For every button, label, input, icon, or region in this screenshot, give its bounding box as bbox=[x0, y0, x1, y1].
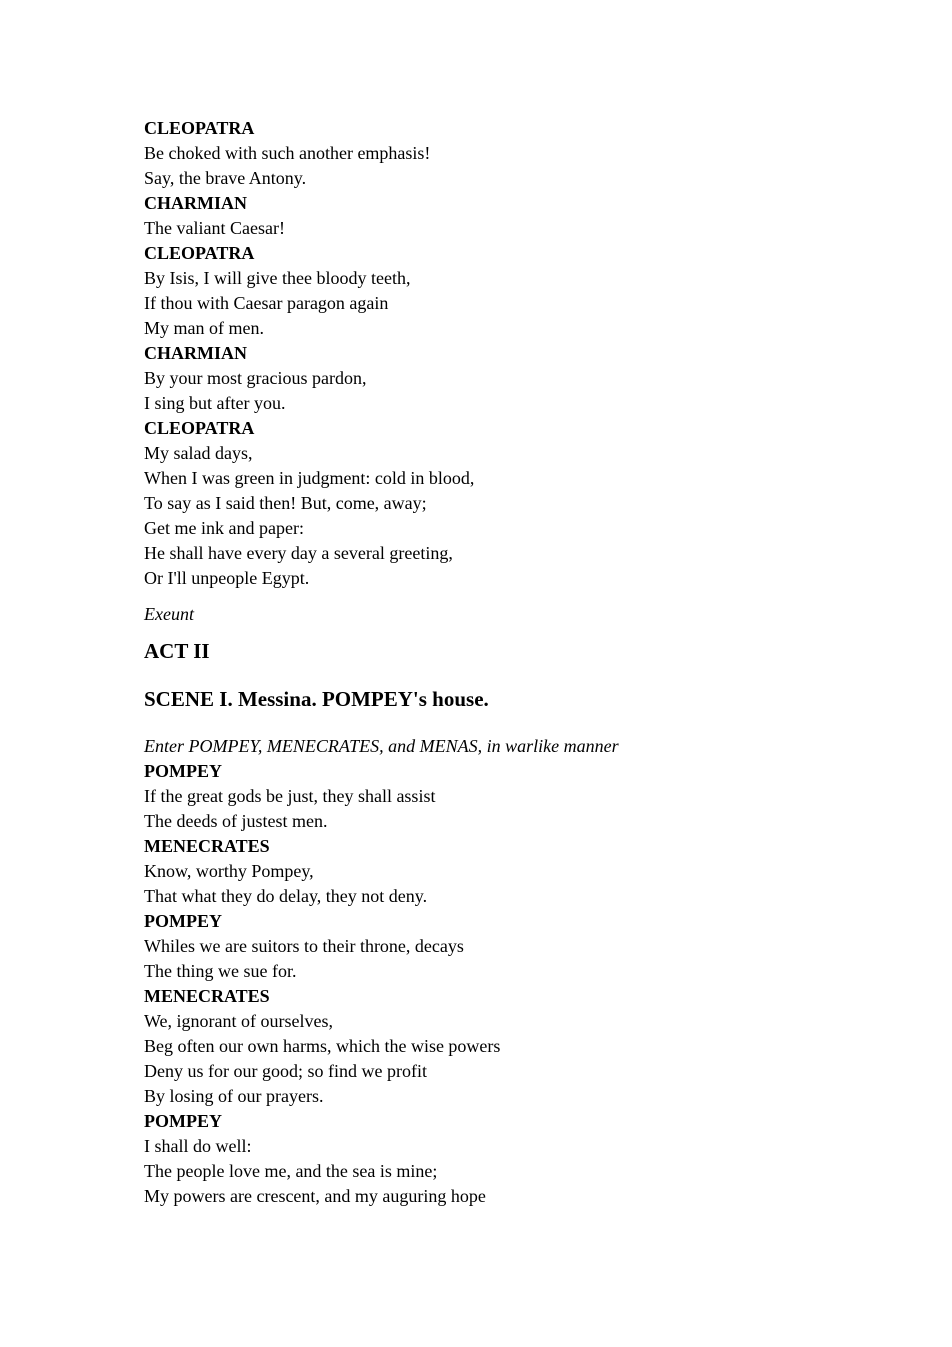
verse-line: Whiles we are suitors to their throne, decays bbox=[144, 936, 464, 956]
verse-line: Deny us for our good; so find we profit bbox=[144, 1061, 427, 1081]
verse-line: We, ignorant of ourselves, bbox=[144, 1011, 333, 1031]
verse-line: The people love me, and the sea is mine; bbox=[144, 1161, 438, 1181]
verse-line: Be choked with such another emphasis! bbox=[144, 143, 431, 163]
verse-line: Or I'll unpeople Egypt. bbox=[144, 568, 310, 588]
verse-line: I shall do well: bbox=[144, 1136, 252, 1156]
verse-line: The thing we sue for. bbox=[144, 961, 297, 981]
verse-line: By your most gracious pardon, bbox=[144, 368, 367, 388]
verse-line: My salad days, bbox=[144, 443, 253, 463]
verse-line: When I was green in judgment: cold in blood, bbox=[144, 468, 475, 488]
speaker-name: MENECRATES bbox=[144, 986, 270, 1006]
verse-line: I sing but after you. bbox=[144, 393, 286, 413]
speaker-name: CLEOPATRA bbox=[144, 418, 255, 438]
verse-line: By Isis, I will give thee bloody teeth, bbox=[144, 268, 411, 288]
speaker-name: CHARMIAN bbox=[144, 343, 247, 363]
verse-line: The deeds of justest men. bbox=[144, 811, 328, 831]
verse-line: Get me ink and paper: bbox=[144, 518, 304, 538]
speaker-name: POMPEY bbox=[144, 911, 222, 931]
verse-line: Know, worthy Pompey, bbox=[144, 861, 314, 881]
speaker-name: CHARMIAN bbox=[144, 193, 247, 213]
speaker-name: MENECRATES bbox=[144, 836, 270, 856]
speaker-name: POMPEY bbox=[144, 1111, 222, 1131]
dialogue-block-act2 bbox=[144, 759, 904, 1209]
verse-line: My powers are crescent, and my auguring hope bbox=[144, 1186, 486, 1206]
verse-line: My man of men. bbox=[144, 318, 264, 338]
verse-line: If the great gods be just, they shall assist bbox=[144, 786, 436, 806]
verse-line: Say, the brave Antony. bbox=[144, 168, 307, 188]
verse-line: If thou with Caesar paragon again bbox=[144, 293, 389, 313]
stage-direction-exeunt: Exeunt bbox=[144, 604, 194, 624]
verse-line: The valiant Caesar! bbox=[144, 218, 285, 238]
verse-line: To say as I said then! But, come, away; bbox=[144, 493, 427, 513]
speaker-name: CLEOPATRA bbox=[144, 118, 255, 138]
verse-line: That what they do delay, they not deny. bbox=[144, 886, 428, 906]
dialogue-block-act1 bbox=[144, 116, 904, 591]
verse-line: Beg often our own harms, which the wise powers bbox=[144, 1036, 501, 1056]
verse-line: He shall have every day a several greeting, bbox=[144, 543, 453, 563]
stage-direction-enter: Enter POMPEY, MENECRATES, and MENAS, in warlike manner bbox=[144, 736, 619, 756]
scene-heading: SCENE I. Messina. POMPEY's house. bbox=[144, 687, 489, 711]
verse-line: By losing of our prayers. bbox=[144, 1086, 324, 1106]
speaker-name: POMPEY bbox=[144, 761, 222, 781]
act-heading: ACT II bbox=[144, 639, 210, 663]
play-page bbox=[144, 116, 904, 1209]
speaker-name: CLEOPATRA bbox=[144, 243, 255, 263]
